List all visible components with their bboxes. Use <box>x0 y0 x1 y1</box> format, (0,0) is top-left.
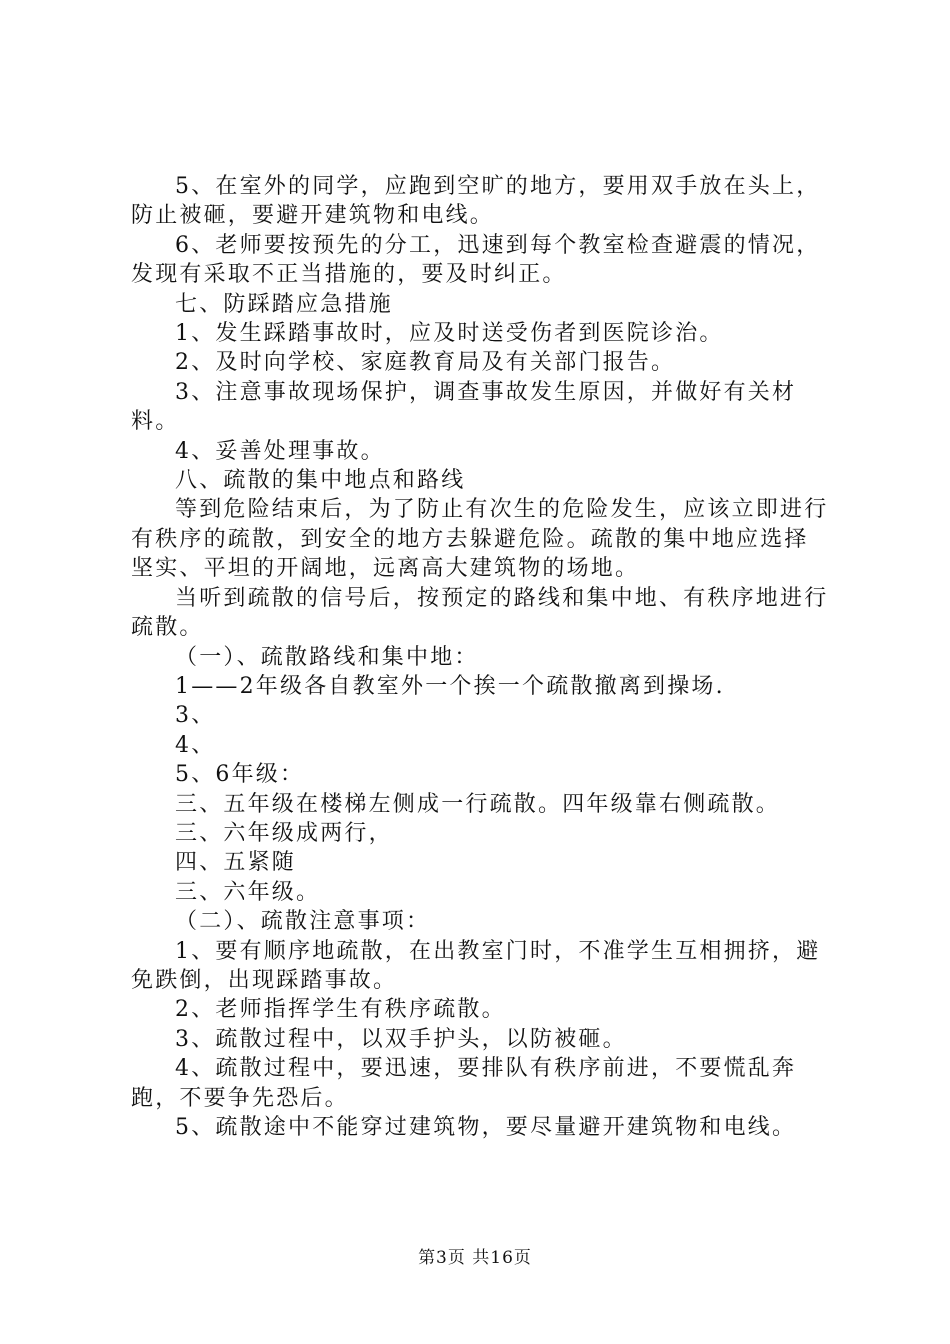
paragraph: 3、疏散过程中，以双手护头，以防被砸。 <box>175 1026 627 1052</box>
paragraph: 三、六年级成两行， <box>175 820 393 846</box>
paragraph: 4、妥善处理事故。 <box>175 438 385 464</box>
paragraph: 4、疏散过程中，要迅速，要排队有秩序前进，不要慌乱奔跑，不要争先恐后。 <box>131 1056 797 1111</box>
paragraph: 3、 <box>175 703 216 729</box>
section-heading: 七、防踩踏应急措施 <box>175 291 393 317</box>
paragraph: 2、及时向学校、家庭教育局及有关部门报告。 <box>175 350 676 376</box>
page-number-footer: 第3页 共16页 <box>418 1248 532 1268</box>
paragraph: 2、老师指挥学生有秩序疏散。 <box>175 997 506 1023</box>
paragraph: 4、 <box>175 732 216 758</box>
document-body <box>131 172 831 1142</box>
paragraph: 3、注意事故现场保护，调查事故发生原因，并做好有关材料。 <box>131 379 797 435</box>
paragraph: 5、疏散途中不能穿过建筑物，要尽量避开建筑物和电线。 <box>175 1115 797 1140</box>
subsection-heading: （二）、疏散注意事项： <box>175 909 431 935</box>
paragraph: 四、五紧随 <box>175 850 297 876</box>
paragraph: 等到危险结束后，为了防止有次生的危险发生，应该立即进行有秩序的疏散，到安全的地方去躲避危险。疏散的集中地应选择坚实、平坦的开阔地，远离高大建筑物的场地。 <box>131 497 829 582</box>
paragraph: 三、六年级。 <box>175 879 321 905</box>
paragraph: 6、老师要按预先的分工，迅速到每个教室检查避震的情况，发现有采取不正当措施的，要及时纠正。 <box>131 232 821 288</box>
paragraph: 5、在室外的同学，应跑到空旷的地方，要用双手放在头上，防止被砸，要避开建筑物和电线。 <box>131 174 821 229</box>
paragraph: 三、五年级在楼梯左侧成一行疏散。四年级靠右侧疏散。 <box>175 791 781 817</box>
subsection-heading: （一）、疏散路线和集中地： <box>175 644 479 670</box>
paragraph: 5、6年级： <box>175 762 305 788</box>
section-heading: 八、疏散的集中地点和路线 <box>175 468 466 494</box>
paragraph: 当听到疏散的信号后，按预定的路线和集中地、有秩序地进行疏散。 <box>131 585 829 641</box>
paragraph: 1、要有顺序地疏散，在出教室门时，不准学生互相拥挤，避免跌倒，出现踩踏事故。 <box>131 938 821 993</box>
paragraph: 1——2年级各自教室外一个挨一个疏散撤离到操场. <box>175 673 725 699</box>
paragraph: 1、发生踩踏事故时，应及时送受伤者到医院诊治。 <box>175 321 724 347</box>
